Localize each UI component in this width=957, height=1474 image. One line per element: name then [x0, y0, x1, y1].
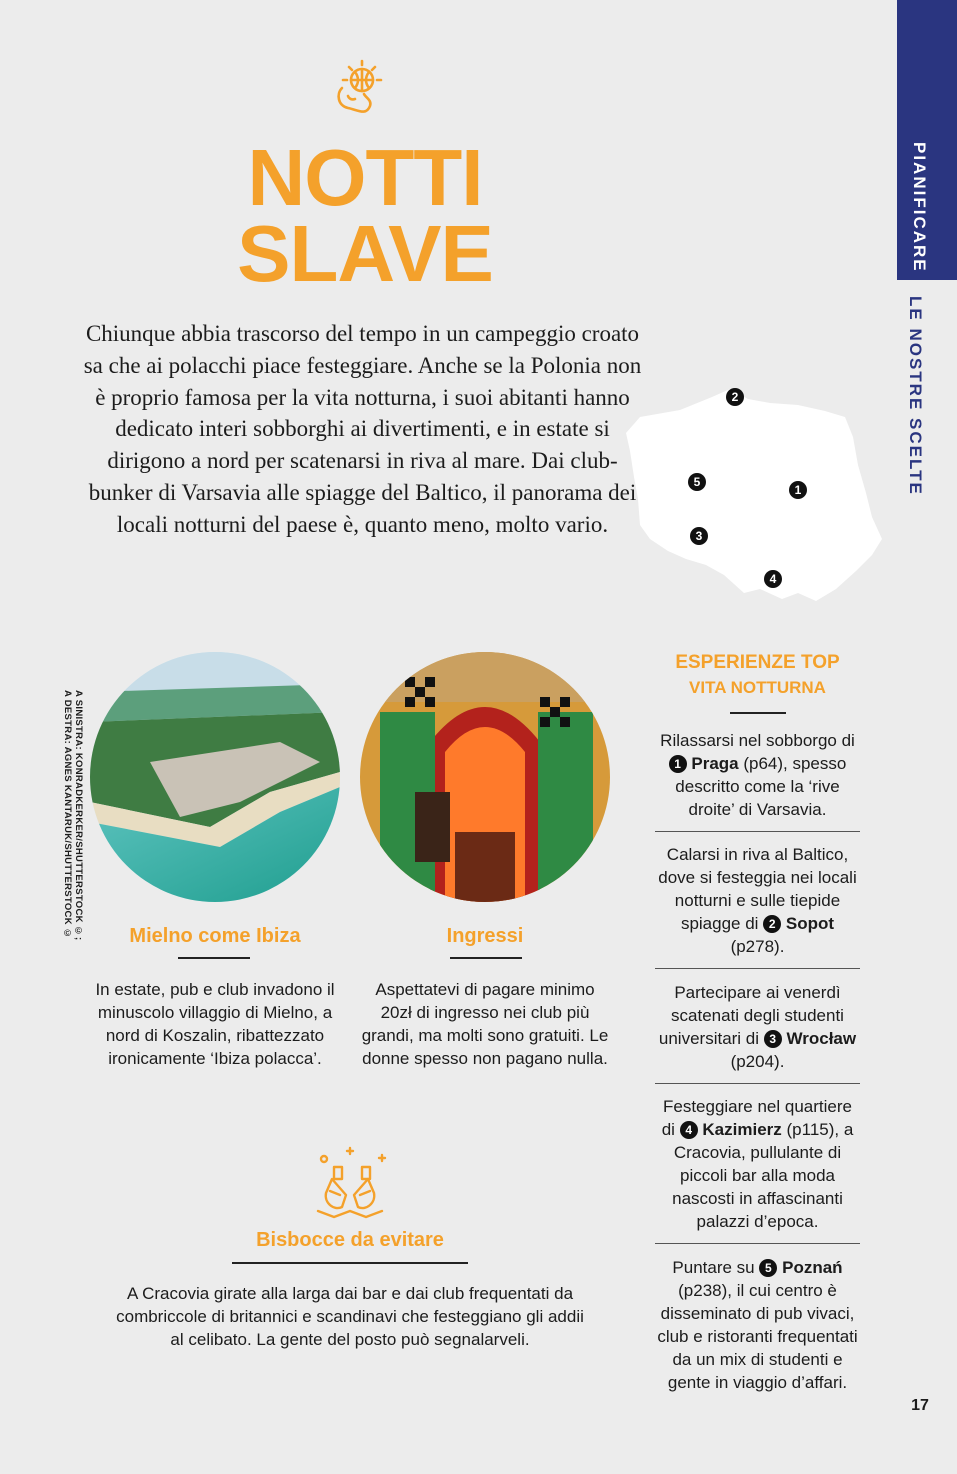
- number-badge: 3: [764, 1030, 782, 1048]
- number-badge: 5: [759, 1259, 777, 1277]
- title-line-2: SLAVE: [237, 209, 493, 298]
- title-line-1: NOTTI: [247, 133, 483, 222]
- place-name: Wrocław: [786, 1029, 857, 1048]
- place-name: Praga: [691, 754, 739, 773]
- divider: [450, 957, 522, 959]
- map-marker-1: 1: [789, 481, 807, 499]
- number-badge: 4: [680, 1121, 698, 1139]
- sidebar-item: Puntare su 5 Poznań (p238), il cui centro è disseminato di pub vivaci, club e ristoranti frequentati da un mix di studenti e gente in viaggio d’affari.: [657, 1258, 858, 1392]
- sidebar-item: Festeggiare nel quartiere di 4 Kazimierz (p115), a Cracovia, pullulante di piccoli bar alla moda nascosti in affascinanti palazzi d’epoca.: [661, 1097, 854, 1231]
- map-marker-4: 4: [764, 570, 782, 588]
- sidebar-item: Partecipare ai venerdì scatenati degli studenti universitari di 3 Wrocław (p204).: [658, 983, 857, 1071]
- number-badge: 1: [669, 755, 687, 773]
- map-marker-3: 3: [690, 527, 708, 545]
- divider: [232, 1262, 468, 1264]
- sidebar-title-line-2: VITA NOTTURNA: [689, 678, 826, 697]
- page-title: [205, 133, 525, 298]
- bar-entrance-photo: [360, 652, 610, 902]
- sidebar-item: Calarsi in riva al Baltico, dove si festeggia nei locali notturni e sulle tiepide spiagge di 2 Sopot (p278).: [658, 845, 857, 956]
- feature-2-title: Ingressi: [446, 925, 524, 947]
- divider: [178, 957, 250, 959]
- map-marker-5: 5: [688, 473, 706, 491]
- divider: [730, 712, 786, 714]
- place-name: Poznań: [782, 1258, 843, 1277]
- sidebar-separator: [655, 1243, 860, 1244]
- number-badge: 2: [763, 915, 781, 933]
- subsection-tab-label: LE NOSTRE SCELTE: [906, 296, 925, 496]
- map-marker-2: 2: [726, 388, 744, 406]
- sidebar-title: [655, 650, 860, 700]
- avoid-text: A Cracovia girate alla larga dai bar e dai club frequentati da combriccole di britannici e scandinavi che festeggiano gli addii al celibato. La gente del posto può segnalarveli.: [116, 1284, 584, 1349]
- mielno-beach-photo: [90, 652, 340, 902]
- sidebar-title-line-1: ESPERIENZE TOP: [675, 652, 840, 673]
- globe-cocktail-icon: [330, 58, 392, 120]
- champagne-toast-icon: [310, 1145, 390, 1225]
- feature-2-text: Aspettatevi di pagare minimo 20zł di ingresso nei club più grandi, ma molti sono gratuiti. Le donne spesso non pagano nulla.: [361, 980, 609, 1068]
- page-number: 17: [911, 1397, 929, 1414]
- intro-paragraph: Chiunque abbia trascorso del tempo in un campeggio croato sa che ai polacchi piace festeggiare. Anche se la Polonia non è proprio famosa per la vita notturna, i suoi abitanti hanno dedicato interi sobborghi ai divertimenti, e in estate si dirigono a nord per scatenarsi in riva al mare. Dai club-bunker di Varsavia alle spiagge del Baltico, il panorama dei locali notturni del paese è, quanto meno, molto vario.: [83, 321, 642, 537]
- sidebar-separator: [655, 831, 860, 832]
- avoid-title: Bisbocce da evitare: [256, 1229, 444, 1251]
- section-tab: [897, 0, 957, 280]
- poland-map: [620, 375, 885, 620]
- sidebar-separator: [655, 968, 860, 969]
- place-name: Kazimierz: [702, 1120, 782, 1139]
- place-name: Sopot: [785, 914, 835, 933]
- section-tab-label: PIANIFICARE: [910, 142, 929, 273]
- sidebar-separator: [655, 1083, 860, 1084]
- feature-1-text: In estate, pub e club invadono il minuscolo villaggio di Mielno, a nord di Koszalin, ribattezzato ironicamente ‘Ibiza polacca’.: [95, 980, 335, 1068]
- feature-1-title: Mielno come Ibiza: [129, 925, 301, 947]
- photo-credit: A SINISTRA: KONRADKERKER/SHUTTERSTOCK ©; A DESTRA: AGNES KANTARUK/SHUTTERSTOCK ©: [62, 690, 84, 941]
- sidebar-item: Rilassarsi nel sobborgo di 1 Praga (p64), spesso descritto come la ‘rive droite’ di Varsavia.: [660, 731, 855, 819]
